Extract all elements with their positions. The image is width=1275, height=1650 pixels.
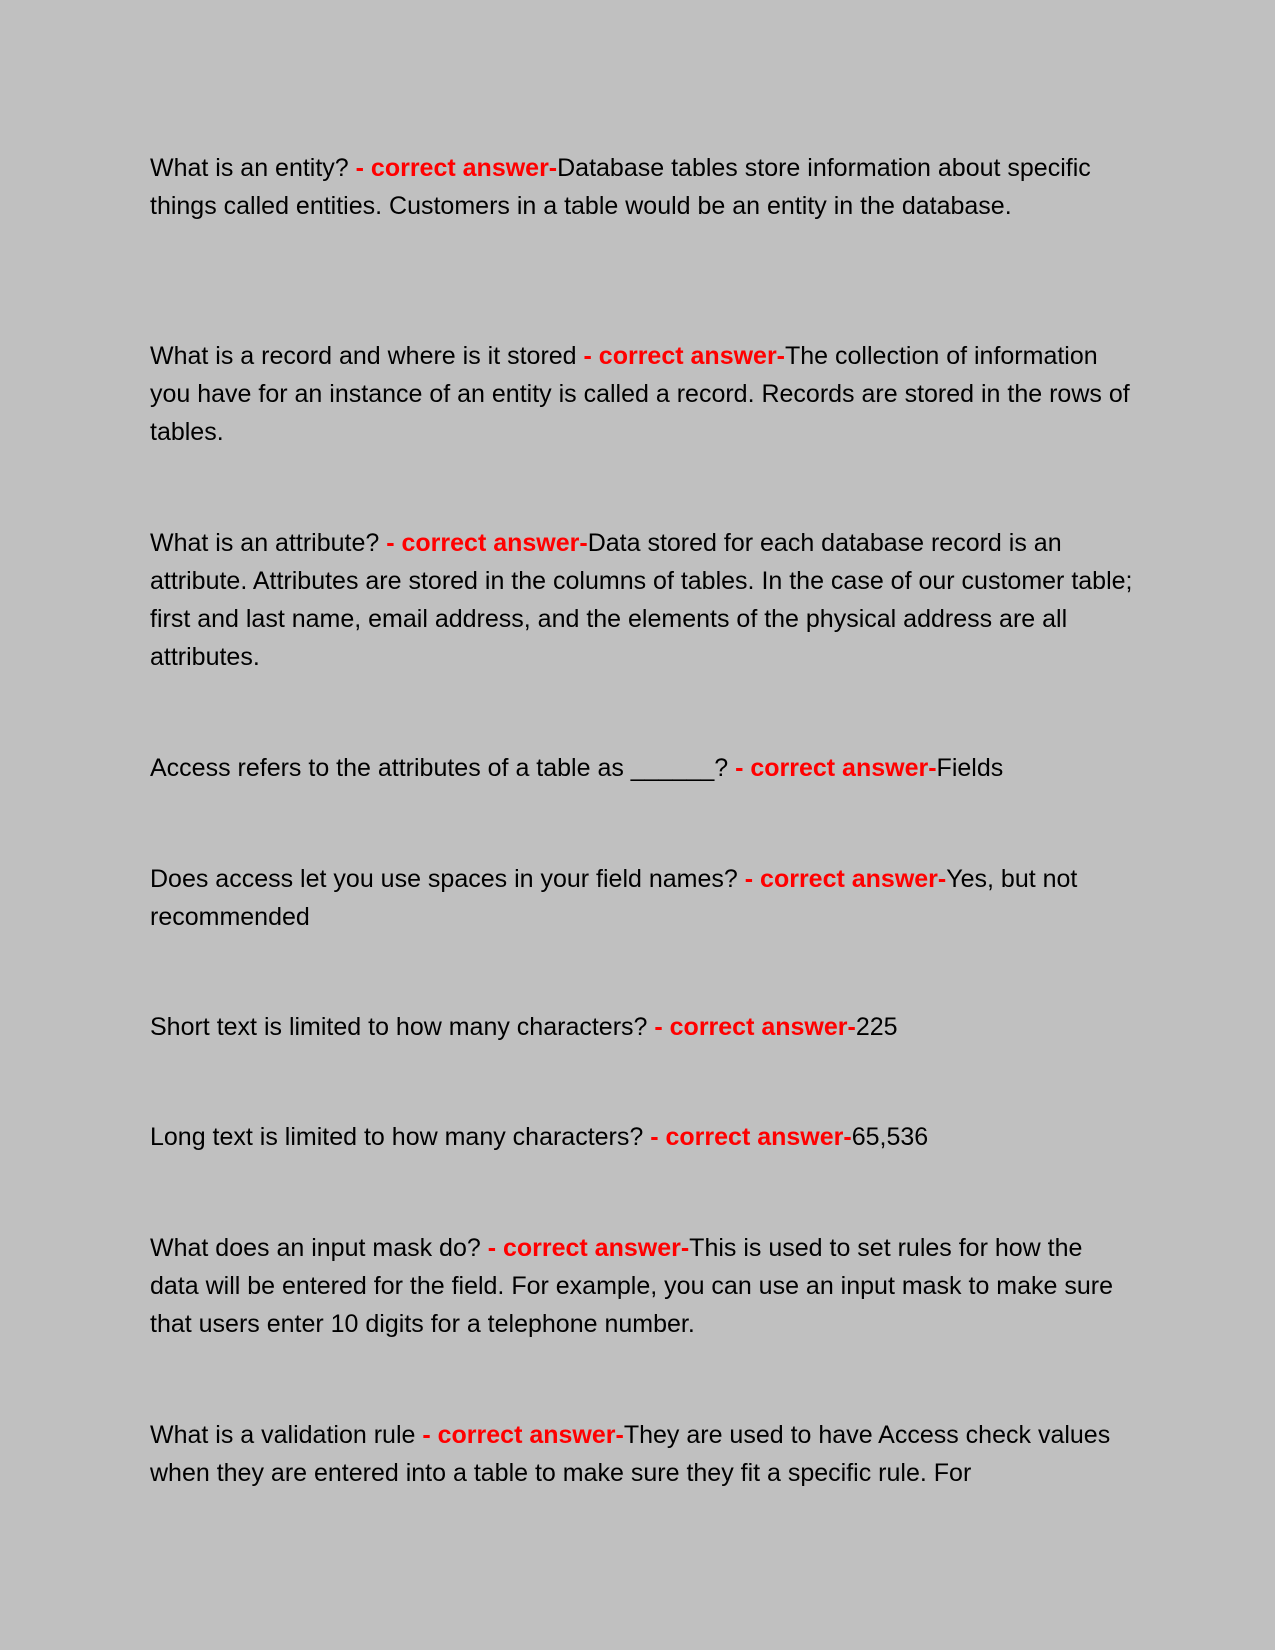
answer-text: Data stored for each database record is an attribute. Attributes are stored in the columns of tables. In the case of our customer table; first and last name, email address, and the elements of the physical address are all attributes. — [150, 529, 1133, 671]
qa-spaces — [150, 860, 1135, 936]
question-text: What is an entity? — [150, 154, 356, 182]
correct-answer-marker: - correct answer- — [735, 754, 937, 782]
correct-answer-marker: - correct answer- — [583, 342, 785, 370]
answer-text: The collection of information you have for an instance of an entity is called a record. Records are stored in the rows of tables. — [150, 342, 1130, 446]
answer-text: Yes, but not recommended — [150, 865, 1078, 931]
question-text: What does an input mask do? — [150, 1234, 488, 1262]
qa-fields — [150, 749, 1135, 787]
answer-text: Database tables store information about specific things called entities. Customers in a table would be an entity in the database. — [150, 154, 1091, 220]
question-text: What is a validation rule — [150, 1421, 423, 1449]
answer-text: They are used to have Access check values when they are entered into a table to make sure they fit a specific rule. For — [150, 1421, 1111, 1487]
answer-text: 65,536 — [851, 1123, 929, 1151]
question-text: Access refers to the attributes of a table as ______? — [150, 754, 736, 782]
qa-attribute — [150, 524, 1135, 676]
qa-long-text — [150, 1118, 1135, 1156]
question-text: Short text is limited to how many characters? — [150, 1013, 655, 1041]
correct-answer-marker: - correct answer- — [744, 865, 947, 893]
answer-text: 225 — [855, 1013, 898, 1041]
question-text: What is a record and where is it stored — [150, 342, 584, 370]
question-text: Long text is limited to how many characters? — [150, 1123, 651, 1151]
answer-text: This is used to set rules for how the data will be entered for the field. For example, you can use an input mask to make sure that users enter 10 digits for a telephone number. — [150, 1234, 1114, 1338]
question-text: Does access let you use spaces in your field names? — [150, 865, 745, 893]
qa-entity — [150, 149, 1135, 225]
answer-text: Fields — [936, 754, 1004, 782]
correct-answer-marker: - correct answer- — [654, 1013, 856, 1041]
question-text: What is an attribute? — [150, 529, 387, 557]
qa-input-mask — [150, 1229, 1135, 1343]
qa-short-text — [150, 1008, 1135, 1046]
qa-validation-rule — [150, 1416, 1135, 1492]
correct-answer-marker: - correct answer- — [422, 1421, 624, 1449]
correct-answer-marker: - correct answer- — [650, 1123, 852, 1151]
correct-answer-marker: - correct answer- — [487, 1234, 690, 1262]
correct-answer-marker: - correct answer- — [386, 529, 588, 557]
qa-record — [150, 337, 1135, 451]
correct-answer-marker: - correct answer- — [355, 154, 558, 182]
